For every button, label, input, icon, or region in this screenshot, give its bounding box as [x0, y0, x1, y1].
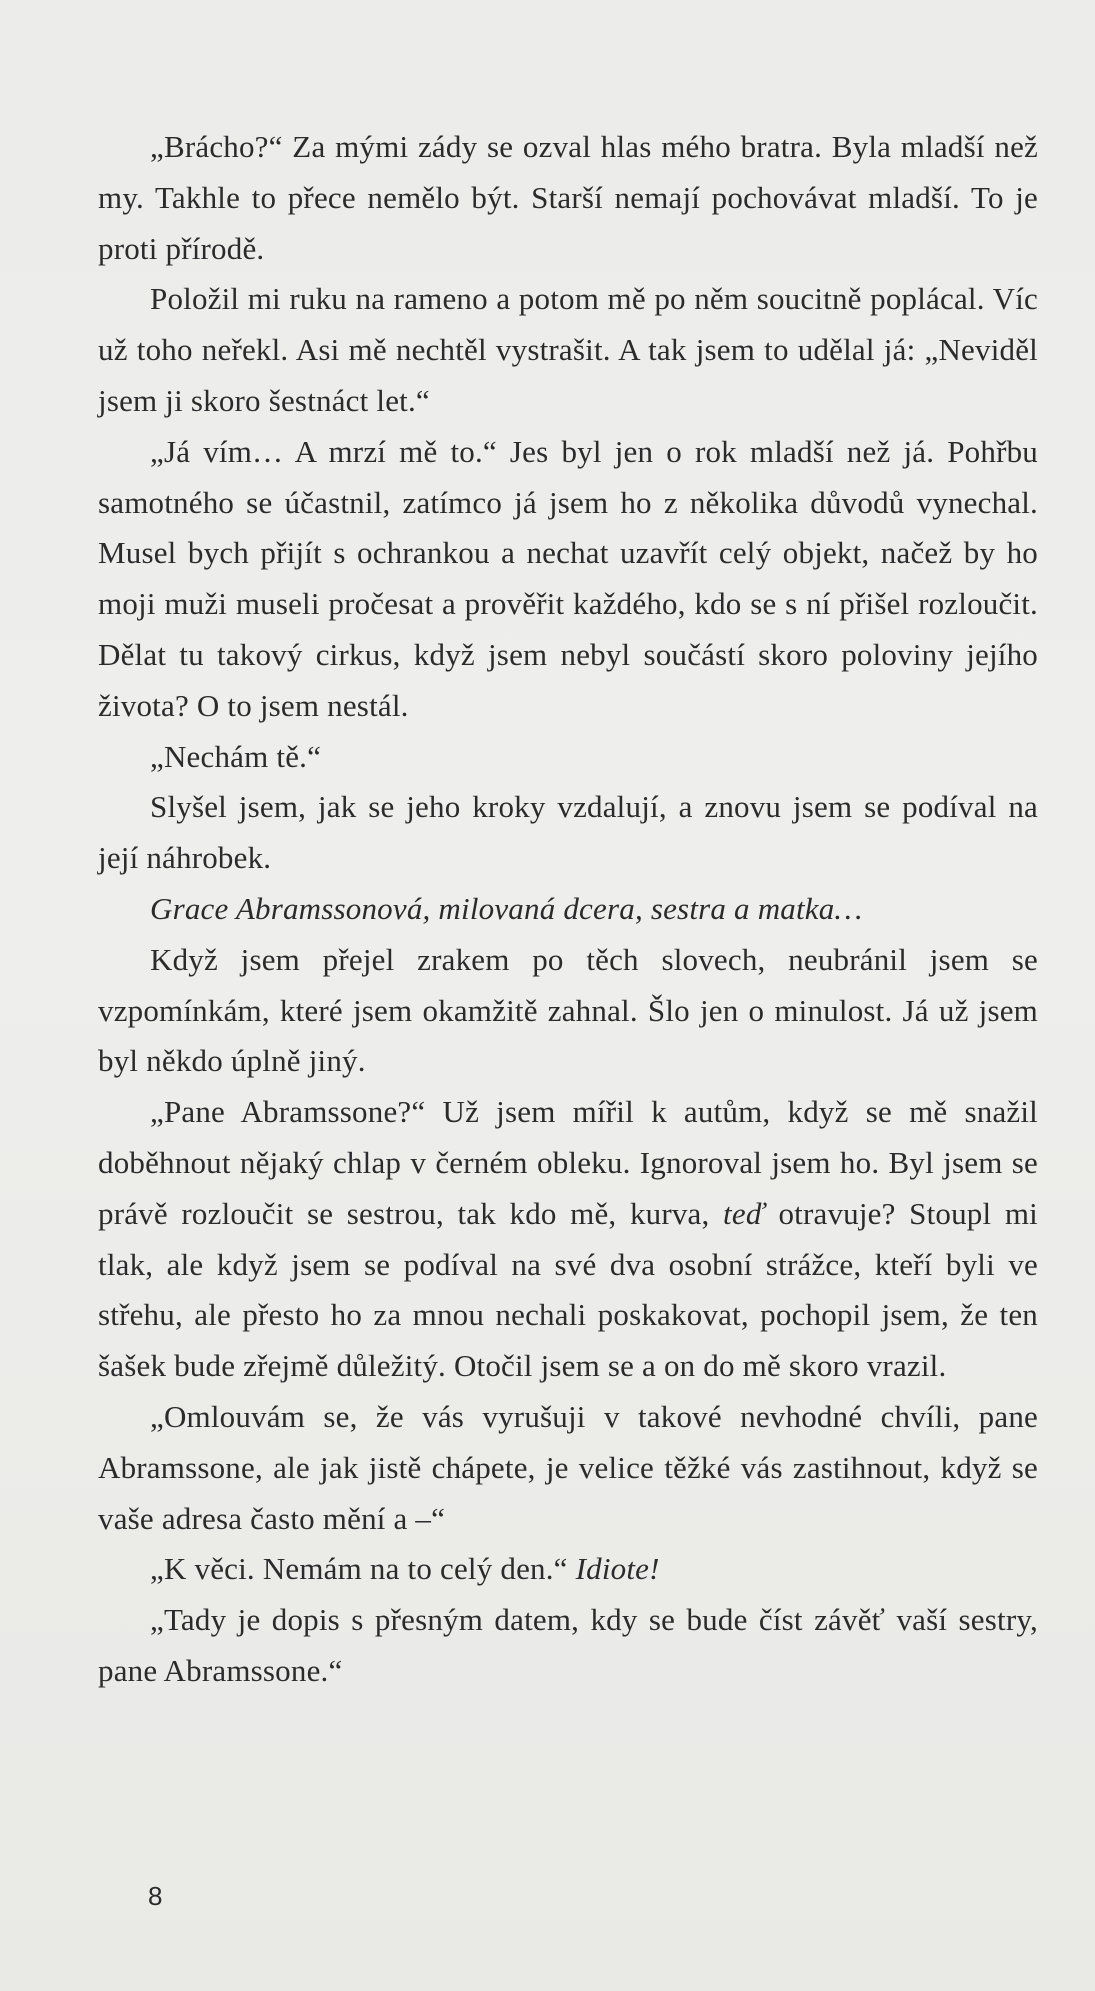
paragraph-text: „Nechám tě.“: [150, 738, 322, 774]
paragraph: [98, 1544, 1038, 1595]
paragraph: [98, 274, 1038, 426]
paragraph: [98, 935, 1038, 1087]
page-number: 8: [148, 1881, 163, 1911]
paragraph-text: „Brácho?“ Za mými zády se ozval hlas mého bratra. Byla mladší než my. Takhle to přece nemělo být. Starší nemají pochovávat mladší. To je proti přírodě.: [98, 129, 1038, 266]
paragraph: [98, 1392, 1038, 1544]
italic-paragraph: [98, 884, 1038, 935]
paragraph-text: Položil mi ruku na rameno a potom mě po něm soucitně poplácal. Víc už toho neřekl. Asi mě nechtěl vystrašit. A tak jsem to udělal já: „Neviděl jsem ji skoro šestnáct let.“: [98, 281, 1038, 418]
paragraph-text: „Tady je dopis s přesným datem, kdy se bude číst závěť vaší sestry, pane Abramssone.“: [98, 1602, 1038, 1688]
paragraph: [98, 122, 1038, 274]
gravestone-inscription: Grace Abramssonová, milovaná dcera, sestra a matka…: [150, 890, 863, 926]
body-text: [98, 122, 1038, 1697]
emphasized-word: Idiote!: [575, 1551, 660, 1587]
paragraph-text: „K věci. Nemám na to celý den.“: [150, 1551, 576, 1587]
paragraph: [98, 427, 1038, 732]
paragraph: [98, 782, 1038, 884]
paragraph-text: otravuje? Stoupl mi tlak, ale když jsem se podíval na své dva osobní strážce, kteří byli ve střehu, ale přesto ho za mnou nechali poskakovat, pochopil jsem, že ten šašek bude zřejmě důležitý. Otočil jsem se a on do mě skoro vrazil.: [98, 1195, 1038, 1384]
emphasized-word: teď: [723, 1195, 765, 1231]
paragraph: [98, 732, 1038, 783]
paragraph: [98, 1595, 1038, 1697]
paragraph-text: Slyšel jsem, jak se jeho kroky vzdalují, a znovu jsem se podíval na její náhrobek.: [98, 789, 1038, 876]
paragraph-text: „Já vím… A mrzí mě to.“ Jes byl jen o rok mladší než já. Pohřbu samotného se účastnil, zatímco já jsem ho z několika důvodů vynechal. Musel bych přijít s ochrankou a nechat uzavřít celý objekt, načež by ho moji muži museli pročesat a prověřit každého, kdo se s ní přišel rozloučit. Dělat tu takový cirkus, když jsem nebyl součástí skoro poloviny jejího života? O to jsem nestál.: [98, 433, 1038, 723]
paragraph: [98, 1087, 1038, 1392]
paragraph-text: „Omlouvám se, že vás vyrušuji v takové nevhodné chvíli, pane Abramssone, ale jak jistě chápete, je velice těžké vás zastihnout, když se vaše adresa často mění a –“: [98, 1398, 1038, 1536]
paragraph-text: Když jsem přejel zrakem po těch slovech, neubránil jsem se vzpomínkám, které jsem okamžitě zahnal. Šlo jen o minulost. Já už jsem byl někdo úplně jiný.: [98, 941, 1038, 1079]
paragraph-text: „Pane Abramssone?“ Už jsem mířil k autům, když se mě snažil doběhnout nějaký chlap v černém obleku. Ignoroval jsem ho. Byl jsem se právě rozloučit se sestrou, tak kdo mě, kurva,: [98, 1094, 1038, 1231]
